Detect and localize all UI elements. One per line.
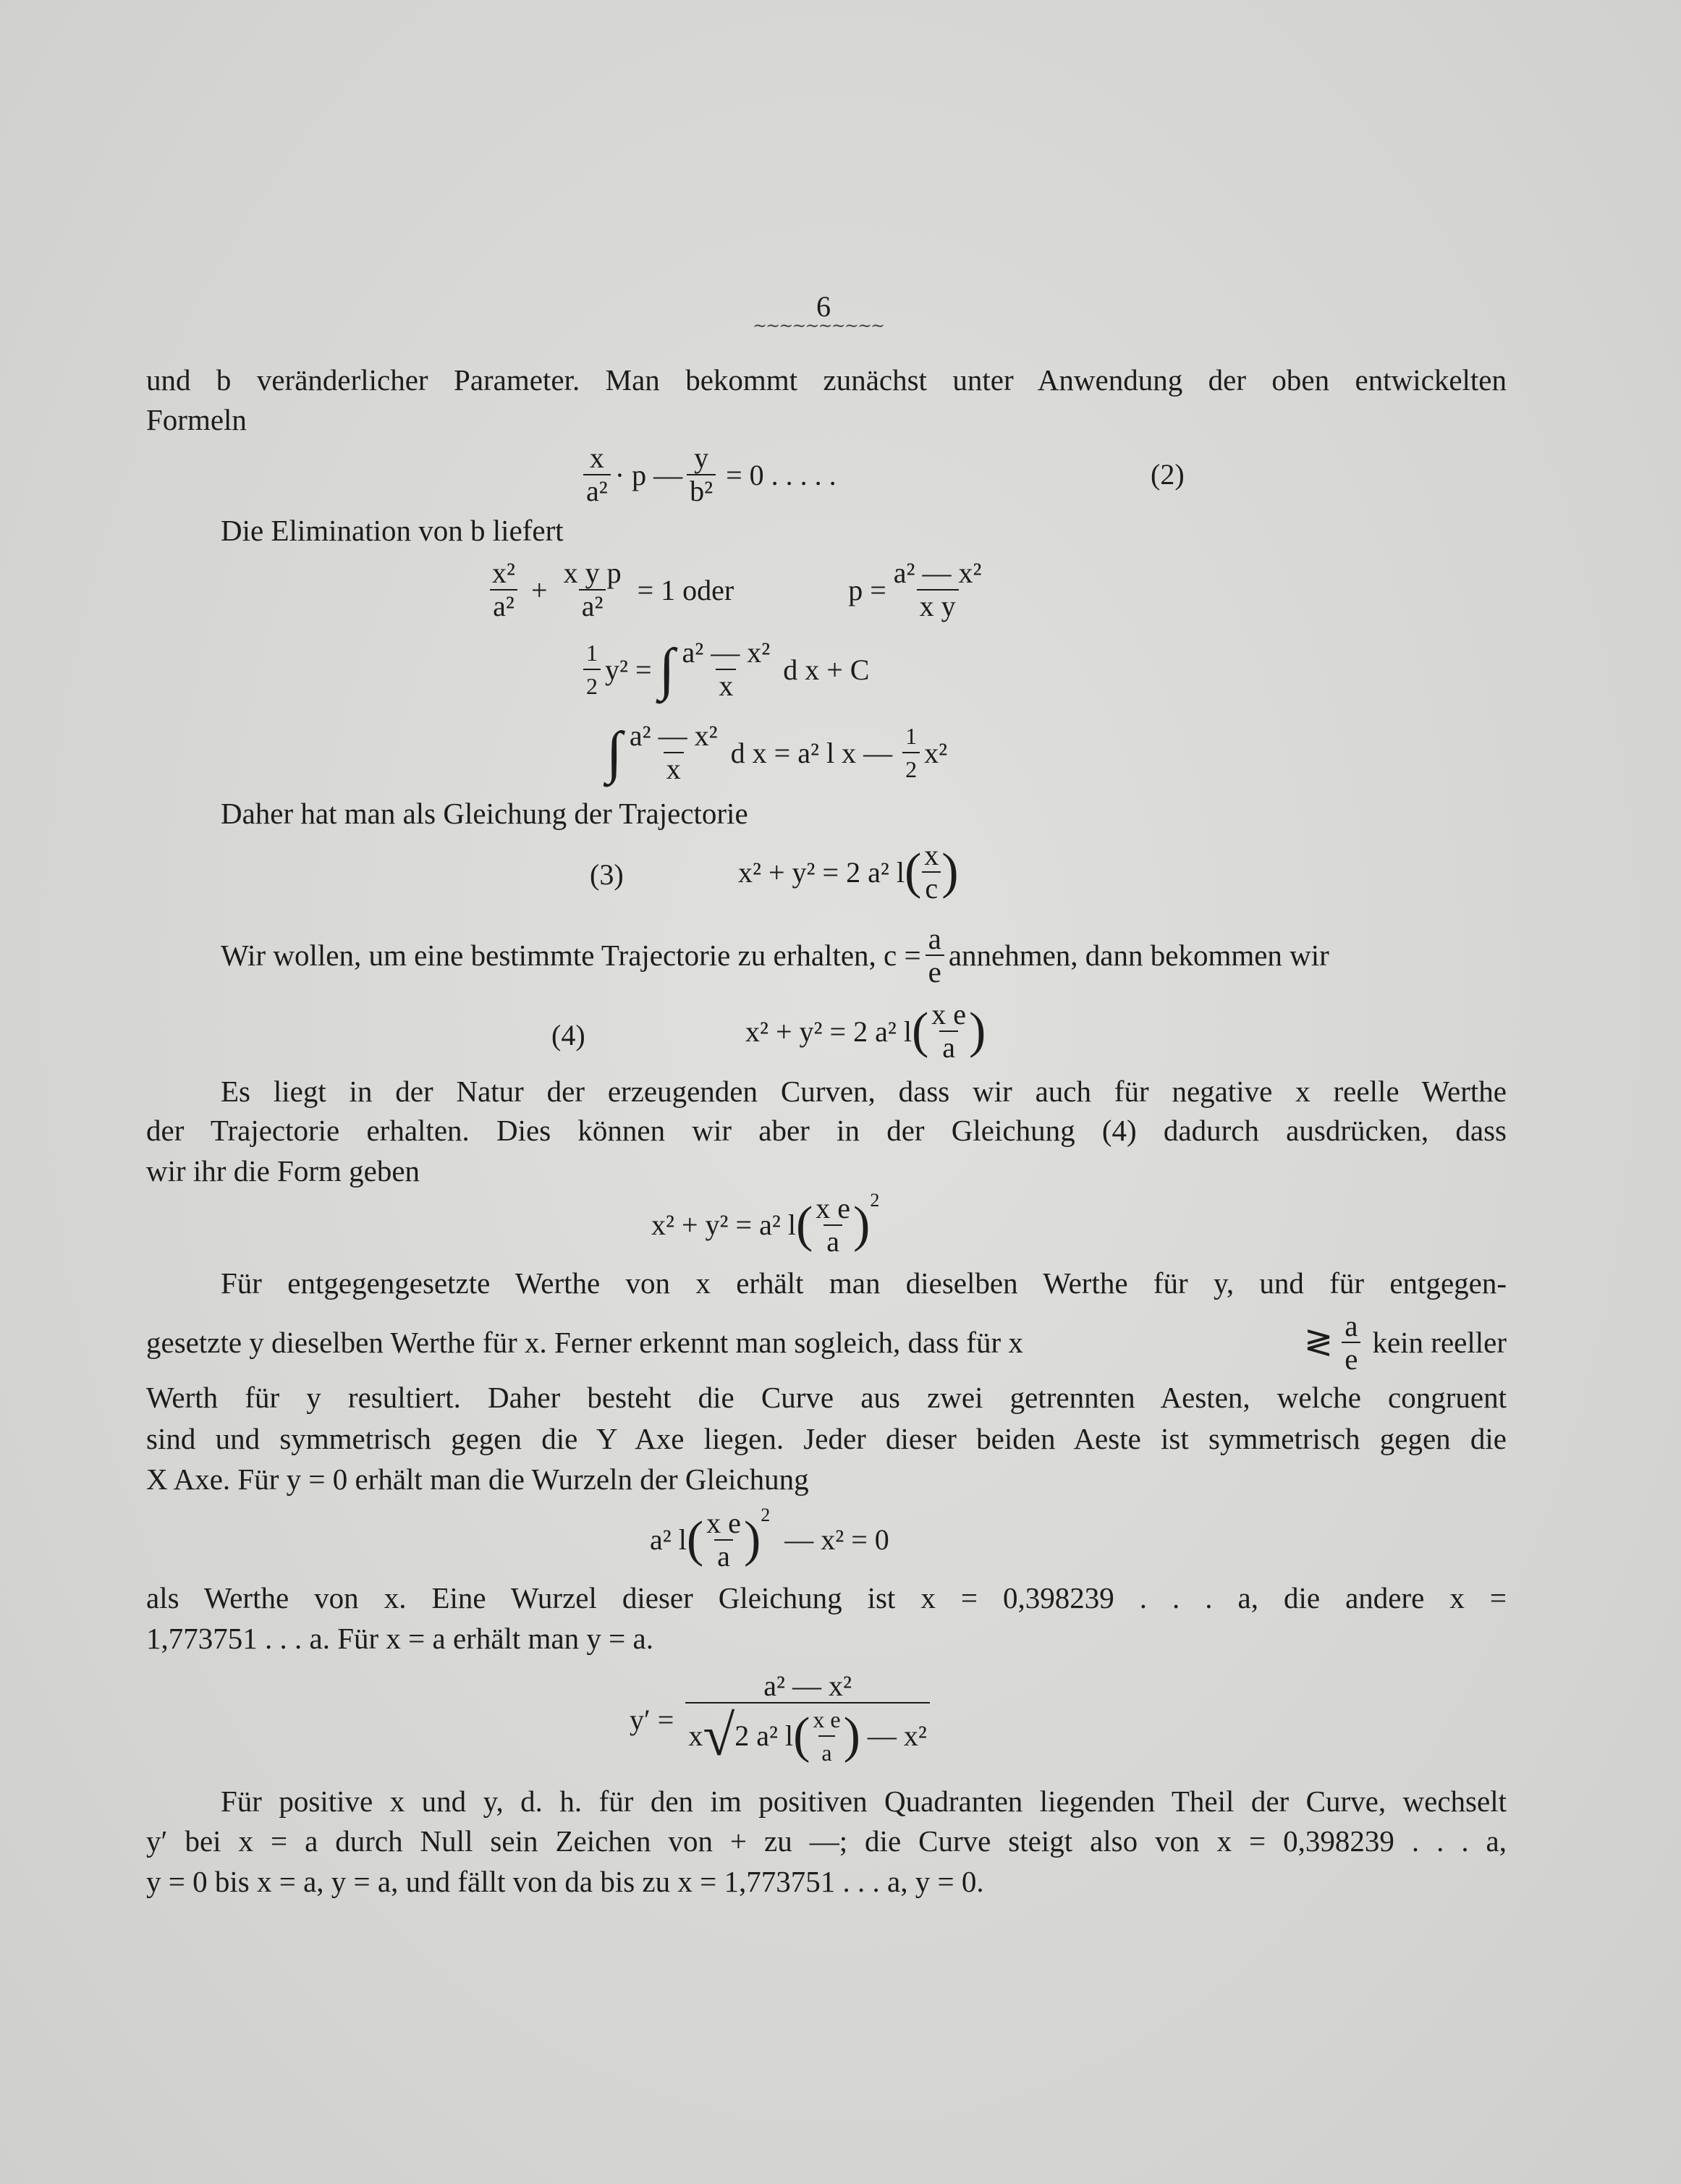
text-line: Formeln [146, 403, 247, 436]
text-line: als Werthe von x. Eine Wurzel dieser Gleichung ist x = 0,398239 . . . a, die andere x = [146, 1581, 1507, 1614]
equation-label: (4) [551, 1019, 585, 1051]
text-line: der Trajectorie erhalten. Dies können wir aber in der Gleichung (4) dadurch ausdrücken, dass [146, 1114, 1507, 1147]
text-line: Die Elimination von b liefert [221, 514, 564, 547]
text-line: Daher hat man als Gleichung der Trajectorie [221, 797, 748, 830]
equation-integral-1: $\frac{1}{2}$ y² = ∫ $\frac{\text{a² — x²}}{x}$ d x + C [579, 633, 869, 706]
text-line: 1,773751 . . . a. Für x = a erhält man y = a. [146, 1622, 653, 1655]
text-line: y′ bei x = a durch Null sein Zeichen von + zu —; die Curve steigt also von x = 0,398239 . . . a, [146, 1824, 1507, 1858]
equation-7: y′ = a² — x² x √ 2 a² l ( $\frac{\text{x e}}{a}$ ) — x² [630, 1662, 934, 1777]
text-line-with-fraction: gesetzte y dieselben Werthe für x. Ferner erkennt man sogleich, dass für x ≷ $\frac{a}{e}$ kein reeller [146, 1309, 1507, 1376]
text-line: y = 0 bis x = a, y = a, und fällt von da bis zu x = 1,773751 . . . a, y = 0. [146, 1865, 984, 1898]
page-number: 6 [816, 290, 831, 323]
equation-elimination: $\frac{\text{x²}}{\text{a²}}$ + $\frac{\text{x y p}}{\text{a²}}$ = 1 oder p = $\frac{\text{a² — x²}}{\text{x y}}$ [485, 554, 989, 626]
text-line: Es liegt in der Natur der erzeugenden Curven, dass wir auch für negative x reelle Werthe [221, 1075, 1507, 1108]
text-line: X Axe. Für y = 0 erhält man die Wurzeln der Gleichung [146, 1463, 809, 1496]
text-line: sind und symmetrisch gegen die Y Axe liegen. Jeder dieser beiden Aeste ist symmetrisch gegen die [146, 1422, 1507, 1455]
text-line: Werth für y resultiert. Daher besteht die Curve aus zwei getrennten Aesten, welche congruent [146, 1381, 1507, 1414]
text-line-with-fraction: Wir wollen, um eine bestimmte Trajectorie zu erhalten, c = $\frac{a}{e}$ annehmen, dann bekommen wir [221, 922, 1329, 989]
equation-6: a² l ( $\frac{\text{x e}}{a}$ ) 2 — x² = 0 [650, 1504, 889, 1573]
equation-3: x² + y² = 2 a² l ( $\frac{x}{c}$ ) [738, 839, 959, 905]
equation-label: (2) [1151, 458, 1185, 491]
equation-4: x² + y² = 2 a² l ( $\frac{\text{x e}}{a}$ ) [745, 998, 986, 1064]
text-line: Für entgegengesetzte Werthe von x erhält man dieselben Werthe für y, und für entgegen- [221, 1266, 1507, 1300]
page-number-ornament: ~~~~~~~~~~ [753, 316, 884, 336]
equation-label: (3) [590, 858, 624, 891]
text-line: und b veränderlicher Parameter. Man bekommt zunächst unter Anwendung der oben entwickelten [146, 363, 1507, 397]
text-line: Für positive x und y, d. h. für den im positiven Quadranten liegenden Theil der Curve, wechselt [221, 1785, 1507, 1818]
equation-integral-2: ∫ $\frac{\text{a² — x²}}{x}$ d x = a² l x — $\frac{1}{2}$ x² [606, 719, 948, 785]
equation-5: x² + y² = a² l ( $\frac{\text{x e}}{a}$ ) 2 [651, 1190, 880, 1258]
text-line: wir ihr die Form geben [146, 1154, 420, 1188]
equation-2: $\frac{x}{\text{a²}}$ · p — $\frac{y}{\text{b²}}$ = 0 . . . . . [579, 440, 837, 509]
